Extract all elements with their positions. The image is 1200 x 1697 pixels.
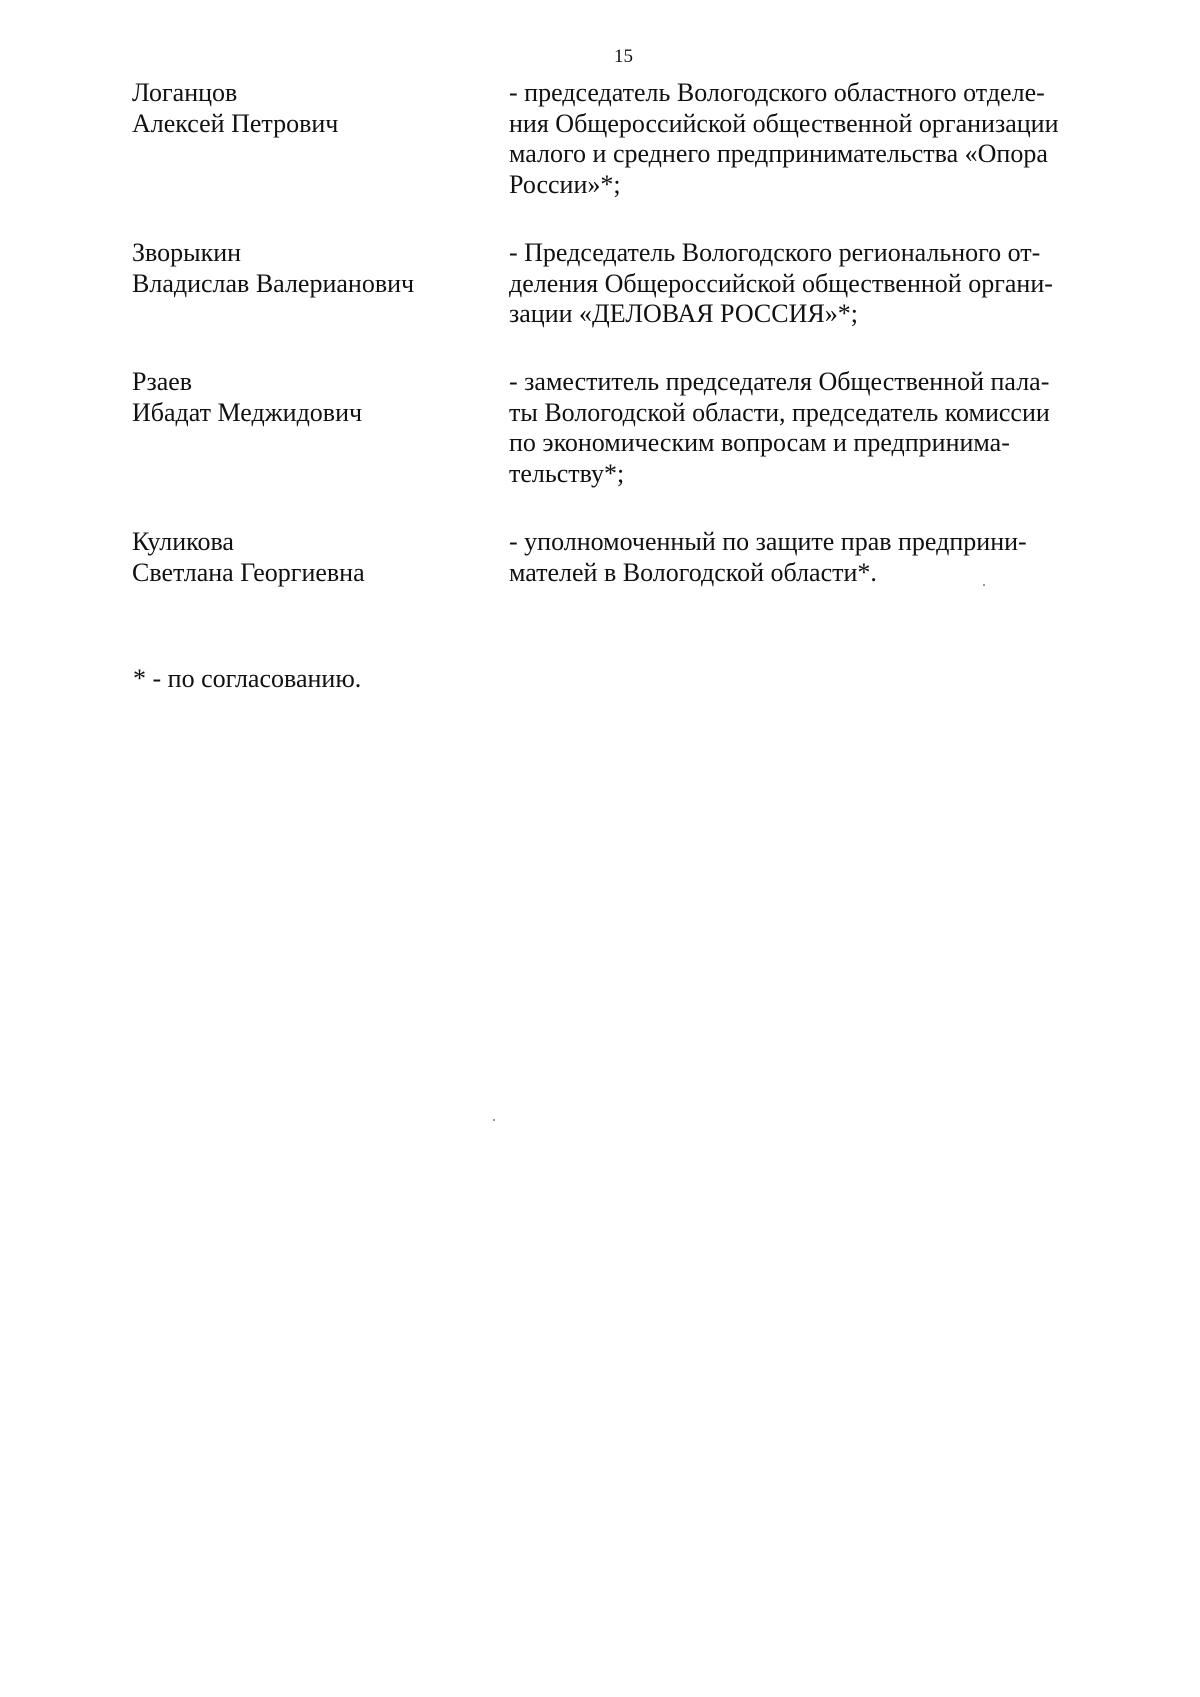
role-line: - председатель Вологодского областного отделе- [509, 78, 1045, 107]
member-role [509, 238, 1119, 330]
member-given-name: Владислав Валерианович [132, 268, 415, 298]
member-role [509, 367, 1119, 489]
page-number: 15 [614, 46, 633, 67]
member-surname: Рзаев [132, 367, 193, 396]
member-role [509, 78, 1119, 200]
member-given-name: Светлана Георгиевна [132, 557, 365, 587]
role-line: ты Вологодской области, председатель комиссии [509, 397, 1050, 427]
role-line: ния Общероссийской общественной организации [509, 108, 1059, 138]
member-name [132, 527, 472, 588]
scan-speck [493, 1119, 495, 1121]
role-line: по экономическим вопросам и предпринима- [509, 428, 1010, 457]
role-line: - заместитель председателя Общественной пала- [509, 367, 1050, 396]
role-line: малого и среднего предпринимательства «Опора [509, 139, 1048, 168]
member-role [509, 527, 1119, 588]
role-line: деления Общероссийской общественной органи- [509, 268, 1053, 298]
role-line: тельству*; [509, 458, 625, 488]
role-line: России»*; [509, 169, 621, 199]
footnote: * - по согласованию. [133, 664, 362, 693]
role-line: - Председатель Вологодского регионального от- [509, 238, 1041, 267]
member-given-name: Алексей Петрович [132, 108, 339, 138]
member-name [132, 238, 472, 299]
member-name [132, 78, 472, 139]
member-name [132, 367, 472, 428]
role-line: мателей в Вологодской области*. [509, 557, 877, 587]
member-surname: Куликова [132, 527, 234, 556]
member-surname: Зворыкин [132, 238, 242, 267]
member-surname: Логанцов [132, 78, 238, 107]
role-line: - уполномоченный по защите прав предприни- [509, 527, 1027, 556]
scan-speck [983, 584, 985, 586]
member-given-name: Ибадат Меджидович [132, 397, 363, 427]
role-line: зации «ДЕЛОВАЯ РОССИЯ»*; [509, 299, 858, 328]
